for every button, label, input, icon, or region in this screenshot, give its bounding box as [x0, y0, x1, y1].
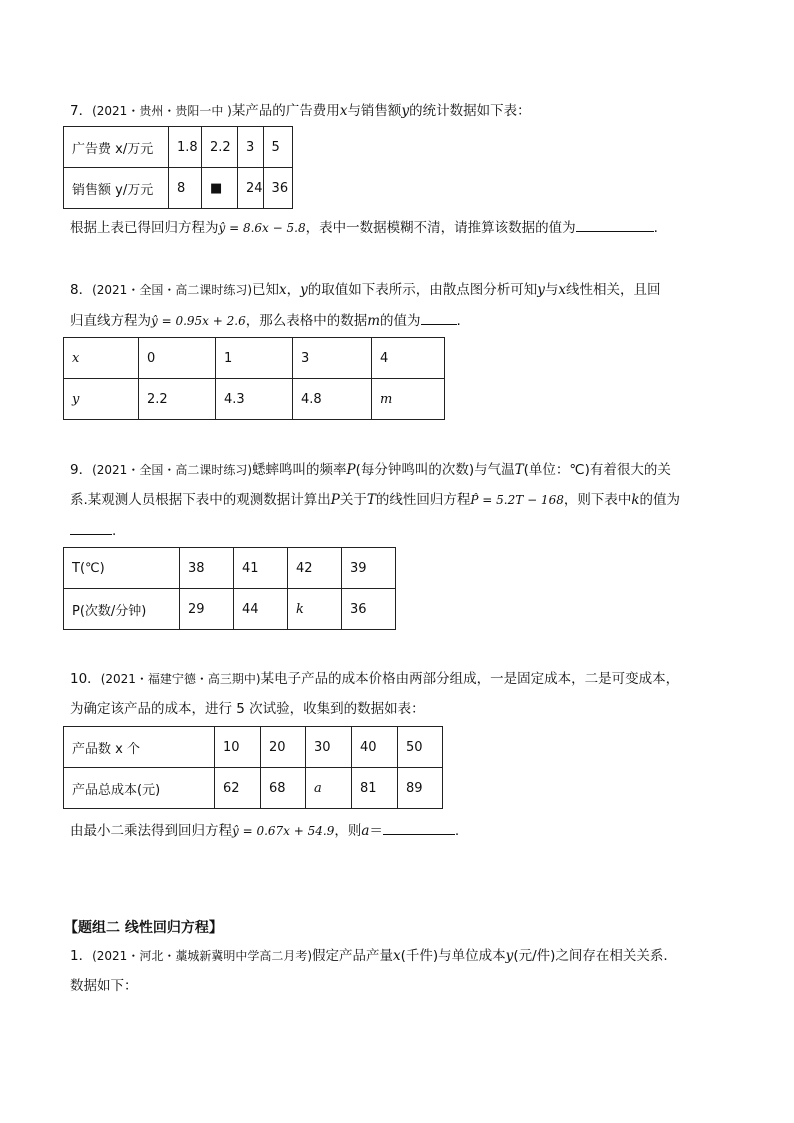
table-row: 销售额 y/万元 8 ■ 24 36	[64, 168, 293, 209]
answer-blank[interactable]	[576, 217, 654, 232]
q9-answer-line: .	[70, 520, 116, 541]
regression-equation: ŷ = 8.6x − 5.8	[218, 221, 306, 235]
question-source: (2021・全国・高二课时练习)	[92, 463, 252, 477]
q10-stem-line2: 为确定该产品的成本，进行 5 次试验，收集到的数据如表：	[70, 701, 425, 717]
q9-data-table	[63, 547, 396, 630]
group2-q1-stem: 1．(2021・河北・藁城新冀明中学高二月考)假定产品产量x(千件)与单位成本y(元/件)之间存在相关关系.	[70, 948, 668, 964]
table-row: x 0 1 3 4	[64, 338, 445, 379]
section-heading: 【题组二 线性回归方程】	[64, 920, 223, 936]
q10-followup: 由最小二乘法得到回归方程ŷ = 0.67x + 54.9，则a＝ .	[70, 820, 459, 841]
question-source: (2021・河北・藁城新冀明中学高二月考)	[92, 949, 312, 963]
q8-data-table	[63, 337, 445, 420]
answer-blank[interactable]	[421, 310, 457, 325]
regression-equation: P̂ = 5.2T − 168	[470, 493, 564, 507]
q7-followup: 根据上表已得回归方程为ŷ = 8.6x − 5.8，表中一数据模糊不清，请推算该数据的值为 .	[70, 217, 658, 238]
q10-stem: 10．(2021・福建宁德・高三期中)某电子产品的成本价格由两部分组成，一是固定成本，二是可变成本，	[70, 671, 680, 687]
answer-blank[interactable]	[383, 820, 455, 835]
q9-stem-line2: 系.某观测人员根据下表中的观测数据计算出P关于T的线性回归方程P̂ = 5.2T − 168，则下表中k的值为	[70, 492, 681, 508]
blurred-value: ■	[202, 168, 238, 209]
answer-blank[interactable]	[70, 520, 112, 535]
table-row: P(次数/分钟) 29 44 k 36	[64, 589, 396, 630]
regression-equation: ŷ = 0.67x + 54.9	[232, 824, 335, 838]
table-row: y 2.2 4.3 4.8 m	[64, 379, 445, 420]
q10-data-table	[63, 726, 443, 809]
question-number: 10．	[70, 671, 101, 687]
table-row: 广告费 x/万元 1.8 2.2 3 5	[64, 127, 293, 168]
question-source: (2021・全国・高二课时练习)	[92, 283, 252, 297]
group2-q1-line2: 数据如下：	[70, 978, 138, 994]
table-row: 产品数 x 个 10 20 30 40 50	[64, 727, 443, 768]
table-row: 产品总成本(元) 62 68 a 81 89	[64, 768, 443, 809]
question-source: (2021・贵州・贵阳一中 )	[92, 104, 232, 118]
question-number: 1．	[70, 948, 93, 964]
question-number: 7．	[70, 103, 93, 119]
q9-stem: 9．(2021・全国・高二课时练习)蟋蟀鸣叫的频率P(每分钟鸣叫的次数)与气温T(单位：℃)有着很大的关	[70, 462, 671, 478]
q8-stem: 8．(2021・全国・高二课时练习)已知x，y的取值如下表所示，由散点图分析可知y与x线性相关，且回	[70, 282, 661, 298]
question-number: 9．	[70, 462, 93, 478]
question-number: 8．	[70, 282, 93, 298]
regression-equation: ŷ = 0.95x + 2.6	[151, 314, 246, 328]
q8-stem-line2: 归直线方程为ŷ = 0.95x + 2.6，那么表格中的数据m的值为 .	[70, 310, 461, 331]
q7-data-table	[63, 126, 293, 209]
table-row: T(℃) 38 41 42 39	[64, 548, 396, 589]
question-source: (2021・福建宁德・高三期中)	[100, 672, 261, 686]
q7-stem: 7．(2021・贵州・贵阳一中 )某产品的广告费用x与销售额y的统计数据如下表：	[70, 103, 531, 119]
